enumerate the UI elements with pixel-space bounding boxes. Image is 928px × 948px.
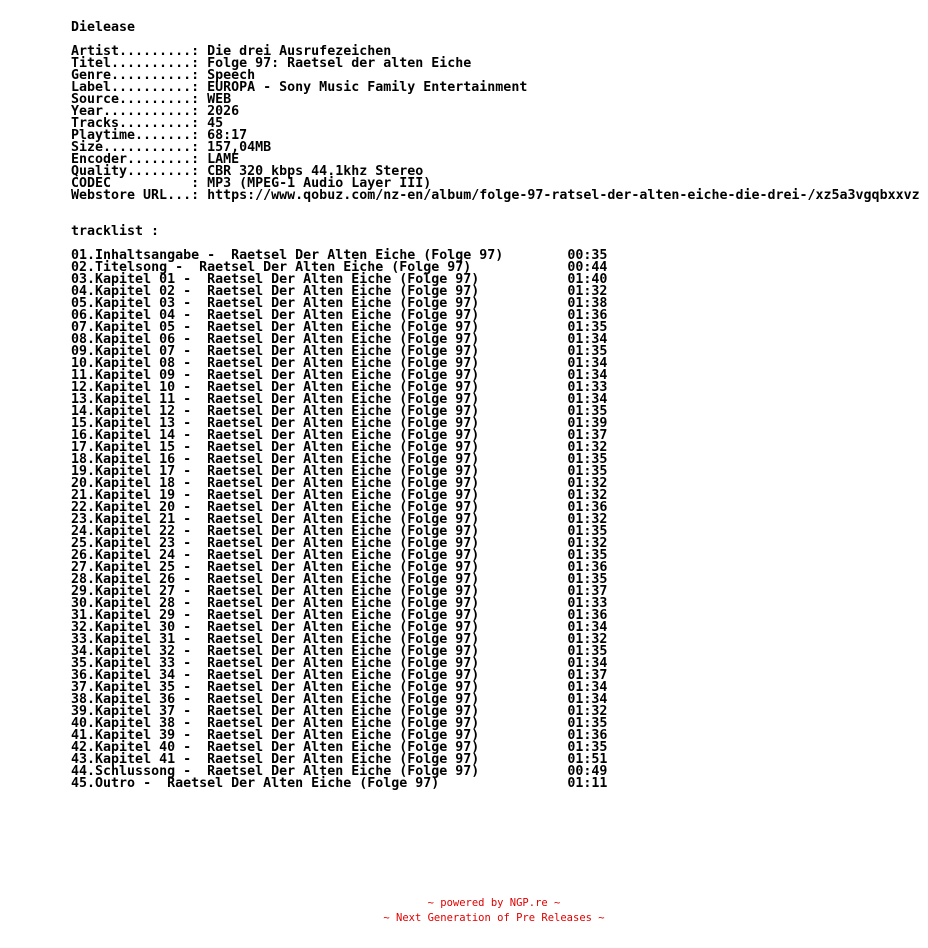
track-number: 14 xyxy=(71,404,88,419)
track-number: 30 xyxy=(71,596,88,611)
track-duration: 01:35 xyxy=(567,320,608,335)
track-number: 29 xyxy=(71,584,88,599)
field-label: Playtime....... xyxy=(71,128,192,143)
release-info-block xyxy=(71,46,920,202)
track-duration: 01:32 xyxy=(567,440,608,455)
footer-tagline: ~ Next Generation of Pre Releases ~ xyxy=(383,912,605,924)
track-number: 09 xyxy=(71,344,88,359)
track-number: 42 xyxy=(71,740,88,755)
field-value: Speech xyxy=(207,68,256,83)
track-number: 41 xyxy=(71,728,88,743)
track-number-dot: . xyxy=(87,704,96,719)
track-number-dot: . xyxy=(87,356,96,371)
track-duration: 01:34 xyxy=(567,356,608,371)
field-label: Genre.......... xyxy=(71,68,192,83)
track-number-dot: . xyxy=(87,764,96,779)
track-number: 37 xyxy=(71,680,88,695)
track-number-dot: . xyxy=(87,632,96,647)
track-title: Kapitel 02 - Raetsel Der Alten Eiche (Folge 97) xyxy=(95,284,480,299)
field-label: Label.......... xyxy=(71,80,192,95)
track-title: Kapitel 32 - Raetsel Der Alten Eiche (Folge 97) xyxy=(95,644,480,659)
track-number-dot: . xyxy=(87,500,96,515)
track-number: 38 xyxy=(71,692,88,707)
track-number-dot: . xyxy=(87,560,96,575)
track-duration: 01:37 xyxy=(567,428,608,443)
track-number-dot: . xyxy=(87,512,96,527)
track-duration: 01:36 xyxy=(567,500,608,515)
track-number-dot: . xyxy=(87,740,96,755)
track-duration: 01:32 xyxy=(567,284,608,299)
track-duration: 01:34 xyxy=(567,692,608,707)
tracklist xyxy=(71,250,920,790)
track-number-dot: . xyxy=(87,404,96,419)
track-title: Kapitel 10 - Raetsel Der Alten Eiche (Folge 97) xyxy=(95,380,480,395)
track-duration: 01:11 xyxy=(567,776,608,791)
track-number: 10 xyxy=(71,356,88,371)
track-duration: 01:35 xyxy=(567,452,608,467)
track-number-dot: . xyxy=(87,524,96,539)
track-title: Kapitel 38 - Raetsel Der Alten Eiche (Folge 97) xyxy=(95,716,480,731)
track-number: 03 xyxy=(71,272,88,287)
track-title: Kapitel 24 - Raetsel Der Alten Eiche (Folge 97) xyxy=(95,548,480,563)
field-label: Year........... xyxy=(71,104,192,119)
field-separator: : xyxy=(191,128,208,143)
track-number-dot: . xyxy=(87,776,96,791)
track-title: Kapitel 01 - Raetsel Der Alten Eiche (Folge 97) xyxy=(95,272,480,287)
track-number: 35 xyxy=(71,656,88,671)
track-duration: 00:35 xyxy=(567,248,608,263)
track-duration: 01:37 xyxy=(567,668,608,683)
track-number: 28 xyxy=(71,572,88,587)
track-number: 43 xyxy=(71,752,88,767)
field-label: Quality........ xyxy=(71,164,192,179)
field-separator: : xyxy=(191,104,208,119)
track-number: 22 xyxy=(71,500,88,515)
track-title: Kapitel 28 - Raetsel Der Alten Eiche (Folge 97) xyxy=(95,596,480,611)
track-number: 21 xyxy=(71,488,88,503)
track-title: Kapitel 07 - Raetsel Der Alten Eiche (Folge 97) xyxy=(95,344,480,359)
track-duration: 01:35 xyxy=(567,524,608,539)
track-number-dot: . xyxy=(87,464,96,479)
field-separator: : xyxy=(191,152,208,167)
track-title: Kapitel 41 - Raetsel Der Alten Eiche (Folge 97) xyxy=(95,752,480,767)
track-duration: 01:35 xyxy=(567,344,608,359)
track-duration: 01:32 xyxy=(567,512,608,527)
track-title: Kapitel 40 - Raetsel Der Alten Eiche (Folge 97) xyxy=(95,740,480,755)
track-title: Kapitel 33 - Raetsel Der Alten Eiche (Folge 97) xyxy=(95,656,480,671)
track-title: Kapitel 21 - Raetsel Der Alten Eiche (Folge 97) xyxy=(95,512,480,527)
track-number-dot: . xyxy=(87,728,96,743)
track-duration: 01:51 xyxy=(567,752,608,767)
track-number: 25 xyxy=(71,536,88,551)
track-title: Kapitel 08 - Raetsel Der Alten Eiche (Folge 97) xyxy=(95,356,480,371)
track-number: 26 xyxy=(71,548,88,563)
field-separator: : xyxy=(191,80,208,95)
track-title: Kapitel 30 - Raetsel Der Alten Eiche (Folge 97) xyxy=(95,620,480,635)
field-label: Size........... xyxy=(71,140,192,155)
track-duration: 00:44 xyxy=(567,260,608,275)
track-number-dot: . xyxy=(87,596,96,611)
track-duration: 01:34 xyxy=(567,392,608,407)
track-duration: 01:35 xyxy=(567,404,608,419)
track-number: 01 xyxy=(71,248,88,263)
track-number-dot: . xyxy=(87,536,96,551)
track-number-dot: . xyxy=(87,308,96,323)
field-label: Webstore URL... xyxy=(71,188,192,203)
field-value: 2026 xyxy=(207,104,240,119)
track-number: 05 xyxy=(71,296,88,311)
field-value: 45 xyxy=(207,116,224,131)
field-value: CBR 320 kbps 44.1khz Stereo xyxy=(207,164,424,179)
track-number: 13 xyxy=(71,392,88,407)
track-number: 23 xyxy=(71,512,88,527)
track-title: Kapitel 13 - Raetsel Der Alten Eiche (Folge 97) xyxy=(95,416,480,431)
track-duration: 01:38 xyxy=(567,296,608,311)
field-label: CODEC xyxy=(71,176,192,191)
track-title: Kapitel 36 - Raetsel Der Alten Eiche (Folge 97) xyxy=(95,692,480,707)
track-number-dot: . xyxy=(87,332,96,347)
track-number: 33 xyxy=(71,632,88,647)
field-value: WEB xyxy=(207,92,232,107)
track-number-dot: . xyxy=(87,656,96,671)
track-number-dot: . xyxy=(87,716,96,731)
track-number-dot: . xyxy=(87,260,96,275)
track-title: Kapitel 06 - Raetsel Der Alten Eiche (Folge 97) xyxy=(95,332,480,347)
track-number: 31 xyxy=(71,608,88,623)
track-duration: 01:32 xyxy=(567,632,608,647)
nfo-document xyxy=(71,22,920,790)
track-number-dot: . xyxy=(87,488,96,503)
track-number-dot: . xyxy=(87,644,96,659)
track-number: 11 xyxy=(71,368,88,383)
track-duration: 01:35 xyxy=(567,548,608,563)
track-number-dot: . xyxy=(87,248,96,263)
track-number-dot: . xyxy=(87,620,96,635)
track-title: Schlussong - Raetsel Der Alten Eiche (Folge 97) xyxy=(95,764,480,779)
track-row xyxy=(71,778,920,790)
track-number-dot: . xyxy=(87,368,96,383)
field-label: Titel.......... xyxy=(71,56,192,71)
track-duration: 01:35 xyxy=(567,464,608,479)
track-number: 27 xyxy=(71,560,88,575)
track-title: Kapitel 31 - Raetsel Der Alten Eiche (Folge 97) xyxy=(95,632,480,647)
track-number-dot: . xyxy=(87,572,96,587)
track-number-dot: . xyxy=(87,284,96,299)
track-title: Kapitel 22 - Raetsel Der Alten Eiche (Folge 97) xyxy=(95,524,480,539)
field-value: 68:17 xyxy=(207,128,248,143)
track-title: Kapitel 18 - Raetsel Der Alten Eiche (Folge 97) xyxy=(95,476,480,491)
field-value: Folge 97: Raetsel der alten Eiche xyxy=(207,56,472,71)
track-title: Kapitel 15 - Raetsel Der Alten Eiche (Folge 97) xyxy=(95,440,480,455)
track-title: Kapitel 04 - Raetsel Der Alten Eiche (Folge 97) xyxy=(95,308,480,323)
field-value: EUROPA - Sony Music Family Entertainment xyxy=(207,80,528,95)
field-separator: : xyxy=(191,68,208,83)
track-title: Titelsong - Raetsel Der Alten Eiche (Folge 97) xyxy=(95,260,472,275)
track-number: 07 xyxy=(71,320,88,335)
track-number-dot: . xyxy=(87,392,96,407)
track-title: Kapitel 37 - Raetsel Der Alten Eiche (Folge 97) xyxy=(95,704,480,719)
track-number-dot: . xyxy=(87,440,96,455)
track-title: Kapitel 14 - Raetsel Der Alten Eiche (Folge 97) xyxy=(95,428,480,443)
track-duration: 00:49 xyxy=(567,764,608,779)
track-number-dot: . xyxy=(87,452,96,467)
field-label: Artist......... xyxy=(71,44,192,59)
track-title: Kapitel 17 - Raetsel Der Alten Eiche (Folge 97) xyxy=(95,464,480,479)
track-title: Kapitel 26 - Raetsel Der Alten Eiche (Folge 97) xyxy=(95,572,480,587)
track-number-dot: . xyxy=(87,296,96,311)
track-duration: 01:32 xyxy=(567,704,608,719)
track-duration: 01:34 xyxy=(567,368,608,383)
field-label: Tracks......... xyxy=(71,116,192,131)
track-number: 39 xyxy=(71,704,88,719)
track-number-dot: . xyxy=(87,584,96,599)
field-separator: : xyxy=(191,116,208,131)
track-number: 02 xyxy=(71,260,88,275)
spacer xyxy=(71,202,920,214)
track-duration: 01:35 xyxy=(567,740,608,755)
track-title: Kapitel 39 - Raetsel Der Alten Eiche (Folge 97) xyxy=(95,728,480,743)
track-duration: 01:35 xyxy=(567,572,608,587)
track-duration: 01:36 xyxy=(567,608,608,623)
track-duration: 01:34 xyxy=(567,620,608,635)
track-title: Outro - Raetsel Der Alten Eiche (Folge 97) xyxy=(95,776,440,791)
field-separator: : xyxy=(191,176,208,191)
release-title: Dielease xyxy=(71,20,136,35)
track-number: 15 xyxy=(71,416,88,431)
field-separator: : xyxy=(191,164,208,179)
track-number: 45 xyxy=(71,776,88,791)
track-duration: 01:34 xyxy=(567,332,608,347)
track-title: Kapitel 16 - Raetsel Der Alten Eiche (Folge 97) xyxy=(95,452,480,467)
track-duration: 01:35 xyxy=(567,644,608,659)
track-number-dot: . xyxy=(87,380,96,395)
track-number-dot: . xyxy=(87,272,96,287)
track-title: Kapitel 12 - Raetsel Der Alten Eiche (Folge 97) xyxy=(95,404,480,419)
track-duration: 01:32 xyxy=(567,536,608,551)
track-number: 24 xyxy=(71,524,88,539)
field-value: MP3 (MPEG-1 Audio Layer III) xyxy=(207,176,432,191)
field-label: Encoder........ xyxy=(71,152,192,167)
track-title: Kapitel 11 - Raetsel Der Alten Eiche (Folge 97) xyxy=(95,392,480,407)
footer xyxy=(0,896,928,926)
track-number-dot: . xyxy=(87,608,96,623)
track-duration: 01:35 xyxy=(567,716,608,731)
footer-powered-by: ~ powered by NGP.re ~ xyxy=(427,897,561,909)
track-duration: 01:39 xyxy=(567,416,608,431)
track-number: 17 xyxy=(71,440,88,455)
track-padding xyxy=(439,776,567,791)
track-number-dot: . xyxy=(87,668,96,683)
track-number-dot: . xyxy=(87,476,96,491)
field-value: Die drei Ausrufezeichen xyxy=(207,44,392,59)
track-number: 06 xyxy=(71,308,88,323)
track-number-dot: . xyxy=(87,428,96,443)
field-separator: : xyxy=(191,92,208,107)
track-title: Kapitel 34 - Raetsel Der Alten Eiche (Folge 97) xyxy=(95,668,480,683)
track-title: Kapitel 19 - Raetsel Der Alten Eiche (Folge 97) xyxy=(95,488,480,503)
track-number-dot: . xyxy=(87,320,96,335)
track-duration: 01:33 xyxy=(567,380,608,395)
track-number: 36 xyxy=(71,668,88,683)
track-title: Inhaltsangabe - Raetsel Der Alten Eiche (Folge 97) xyxy=(95,248,504,263)
track-number: 16 xyxy=(71,428,88,443)
track-number-dot: . xyxy=(87,680,96,695)
spacer xyxy=(71,214,920,226)
track-duration: 01:33 xyxy=(567,596,608,611)
field-value: https://www.qobuz.com/nz-en/album/folge-97-ratsel-der-alten-eiche-die-drei-/xz5a3vgqbxxvz xyxy=(207,188,920,203)
track-number-dot: . xyxy=(87,416,96,431)
track-title: Kapitel 09 - Raetsel Der Alten Eiche (Folge 97) xyxy=(95,368,480,383)
field-value: LAME xyxy=(207,152,240,167)
track-duration: 01:32 xyxy=(567,476,608,491)
track-duration: 01:34 xyxy=(567,656,608,671)
track-number: 40 xyxy=(71,716,88,731)
track-number: 34 xyxy=(71,644,88,659)
track-duration: 01:32 xyxy=(567,488,608,503)
track-number: 18 xyxy=(71,452,88,467)
track-title: Kapitel 20 - Raetsel Der Alten Eiche (Folge 97) xyxy=(95,500,480,515)
field-separator: : xyxy=(191,56,208,71)
track-number: 08 xyxy=(71,332,88,347)
track-number: 04 xyxy=(71,284,88,299)
track-duration: 01:37 xyxy=(567,584,608,599)
field-separator: : xyxy=(191,44,208,59)
track-number: 20 xyxy=(71,476,88,491)
track-number-dot: . xyxy=(87,752,96,767)
track-title: Kapitel 29 - Raetsel Der Alten Eiche (Folge 97) xyxy=(95,608,480,623)
field-label: Source......... xyxy=(71,92,192,107)
field-value: 157,04MB xyxy=(207,140,272,155)
track-number-dot: . xyxy=(87,344,96,359)
track-number: 19 xyxy=(71,464,88,479)
release-field-row xyxy=(71,190,920,202)
field-separator: : xyxy=(191,188,208,203)
track-number: 32 xyxy=(71,620,88,635)
track-duration: 01:36 xyxy=(567,560,608,575)
track-duration: 01:36 xyxy=(567,308,608,323)
track-duration: 01:40 xyxy=(567,272,608,287)
track-number: 44 xyxy=(71,764,88,779)
track-number: 12 xyxy=(71,380,88,395)
track-title: Kapitel 05 - Raetsel Der Alten Eiche (Folge 97) xyxy=(95,320,480,335)
track-number-dot: . xyxy=(87,692,96,707)
track-title: Kapitel 25 - Raetsel Der Alten Eiche (Folge 97) xyxy=(95,560,480,575)
track-title: Kapitel 27 - Raetsel Der Alten Eiche (Folge 97) xyxy=(95,584,480,599)
track-title: Kapitel 35 - Raetsel Der Alten Eiche (Folge 97) xyxy=(95,680,480,695)
field-separator: : xyxy=(191,140,208,155)
track-duration: 01:34 xyxy=(567,680,608,695)
track-number-dot: . xyxy=(87,548,96,563)
track-title: Kapitel 23 - Raetsel Der Alten Eiche (Folge 97) xyxy=(95,536,480,551)
tracklist-heading: tracklist : xyxy=(71,224,160,239)
track-duration: 01:36 xyxy=(567,728,608,743)
track-title: Kapitel 03 - Raetsel Der Alten Eiche (Folge 97) xyxy=(95,296,480,311)
